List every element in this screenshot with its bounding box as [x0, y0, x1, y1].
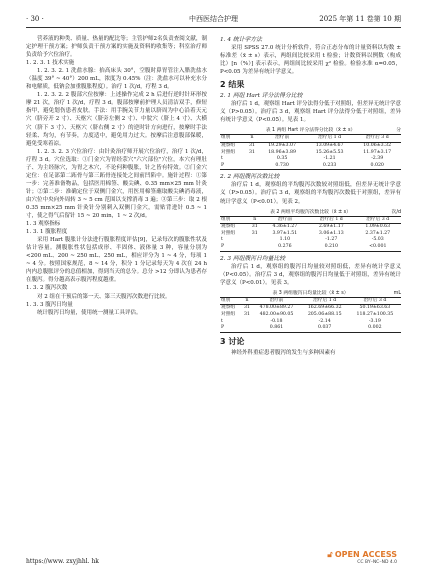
table-cell: 1.09±0.63	[365, 224, 391, 230]
table-cell: -3.19	[368, 318, 381, 324]
issue-info: 2025 年第 11 卷第 10 期	[319, 15, 401, 23]
column-header: 治疗前	[252, 297, 300, 305]
table-daily-volume	[220, 297, 401, 333]
column-header: 治疗后 1 d	[306, 135, 354, 143]
table-cell	[242, 319, 253, 326]
table-cell: 13.09±4.67	[315, 143, 344, 149]
table-cell: -5.03	[371, 237, 384, 243]
table-cell: 31	[244, 305, 251, 311]
table-cell: 0.730	[275, 162, 289, 168]
table-cell: 对照组	[221, 230, 236, 236]
table-cell: 0.020	[370, 162, 384, 168]
table-row	[220, 325, 401, 332]
column-header: 治疗后 1 d	[301, 297, 349, 305]
table-cell: 2.37±1.27	[365, 230, 391, 236]
section-heading: 1. 2. 3. 1 技术实施	[26, 60, 75, 67]
section-title-discussion: 3 讨论	[220, 336, 245, 346]
table-caption-text: 表 3 两组腹泻日均量比较（x̄ ± s）	[272, 290, 349, 296]
table-cell: 31	[251, 224, 258, 230]
column-header: 组别	[220, 216, 248, 224]
table-cell: 0.037	[317, 325, 332, 331]
table-cell: 118.27±100.35	[356, 311, 394, 317]
paragraph: 治疗后 1 d，观察组 Hart 评分法得分低于对照组，但差异无统计学意义（P>0.05）。治疗后 3 d，观察组 Hart 评分法得分低于对照组，差异有统计学意义（P<0.05）。见表 1。	[220, 101, 401, 124]
right-column	[220, 35, 401, 357]
table-header-row	[220, 135, 401, 143]
column-header: 治疗后 3 d	[355, 216, 401, 224]
table-caption-text: 表 2 两组平均腹泻次数比较（x̄ ± s）	[270, 209, 351, 215]
open-lock-icon: 🔓︎	[327, 550, 333, 559]
table-cell: 162.69±66.32	[307, 305, 342, 311]
table-cell: P	[221, 162, 225, 168]
column-header: 组别	[220, 135, 246, 143]
table-cell: -2.39	[371, 156, 384, 162]
table-cell: P	[221, 243, 225, 249]
table-row	[220, 156, 401, 163]
table-cell: 3.06±1.13	[318, 230, 344, 236]
open-access-logo	[327, 550, 397, 560]
table-cell: 11.97±3.17	[363, 149, 392, 155]
table-cell: 观察组	[221, 224, 236, 230]
table-diarrhea-frequency	[220, 216, 401, 252]
table-cell	[246, 156, 259, 163]
table-header-row	[220, 297, 401, 305]
section-heading: 2. 1 两组 Hart 评分法得分比较	[220, 93, 303, 100]
paragraph: 1. 2. 3. 2. 1 洗盐水腺：抬高床头 30°，空腹时鼻胃管注入腊洗盐水（温度 39° ~ 40°）200 mL，浓度为 0.45%（注：洗盐水可以补充水分和电解质，低钠会加重腹胀程度）。治疗 1 次/d，疗程 3 d。	[26, 68, 207, 91]
table-cell: 0.002	[368, 325, 382, 331]
table-cell: <0.001	[369, 243, 387, 249]
license-text: CC BY–NC–ND 4.0	[357, 560, 397, 565]
table-cell: 对照组	[221, 149, 236, 155]
table-caption-text: 表 1 两组 Hart 评分法得分比较（x̄ ± s）	[265, 128, 356, 134]
table-row	[220, 244, 401, 251]
table-cell: 31	[251, 230, 258, 236]
section-heading: 1. 3 观察指标	[26, 221, 61, 228]
table-cell	[246, 163, 259, 170]
table-caption	[220, 127, 401, 134]
table-cell: 0.276	[278, 243, 292, 249]
table-cell: 0.861	[269, 325, 284, 331]
column-header: n	[246, 135, 259, 143]
table-row	[220, 163, 401, 170]
table-cell: 4.36±1.27	[272, 224, 298, 230]
table-cell: 478.00±89.27	[259, 305, 294, 311]
table-cell: 31	[244, 311, 251, 317]
table-unit: 分	[396, 128, 401, 134]
column-header: 治疗后 1 d	[308, 216, 354, 224]
paragraph: 治疗后 1 d，观察组的腹泻日均量较对照组低，差异有统计学意义（P<0.05）。治疗后 3 d，观察组的腹泻日均量低于对照组，差异有统计学意义（P<0.01）。见表 3。	[220, 263, 401, 286]
table-cell: 31	[249, 143, 255, 149]
section-heading: 1. 3. 3 腹泻日均量	[26, 301, 73, 308]
paragraph: 1. 2. 3. 2. 3 穴位治疗：由针灸治疗师开展穴位治疗，治疗 1 次/d，疗程 3 d。穴位选取：①门金穴为胃经荥穴"六穴部位"穴位，本穴有理肚子、为主经脉穴，为胃之木穴，不论何种腹胀，针之皆有特效。②门金穴定位：在足部第二跖骨与第三跖骨连接处之间前凹陷中。施针过程：①第一步：完善准备物品，包括医用棉签、酸尖碘、0.35 mm×25 mm 针灸针；②第二步：准确定位于双侧门金穴，用医用棉签蘸取酸尖碘消毒液，由穴位中央向外周转 3 ~ 5 cm 范围以支撑消毒 3 遍；③第三步：取 2 根 0.35 mm×25 mm 针灸针分别刺入双侧门金穴，需贴背进针 0.5 ~ 1 寸，使之得气后留针 15 ~ 20 min，1 ~ 2 次/d。	[26, 148, 207, 220]
column-header: 组别	[220, 297, 242, 305]
table-cell: 观察组	[221, 143, 236, 149]
section-heading: 1. 4 统计学方法	[220, 37, 262, 43]
column-header: 治疗后 3 d	[349, 297, 401, 305]
table-cell: 观察组	[221, 305, 236, 311]
table-row	[220, 224, 401, 231]
table-cell	[242, 325, 253, 332]
table-cell: 3.97±1.51	[272, 230, 298, 236]
table-cell: 19.29±3.07	[268, 143, 296, 149]
table-cell: -1.21	[323, 156, 336, 162]
paragraph: 统计腹泻日均量，使用统一测量工具评估。	[37, 309, 142, 316]
paragraph: 治疗后 1 d，观察组的平均腹泻次数较对照组低，但差异无统计学意义（P>0.05）。治疗后 3 d，观察组的平均腹泻次数低于对照组，差异有统计学意义（P<0.01）。见表 2。	[220, 182, 401, 205]
table-cell: 对照组	[221, 311, 236, 317]
table-cell: t	[221, 156, 223, 162]
table-unit: 次/d	[391, 209, 401, 215]
section-heading: 2. 2 两组腹泻次数比较	[220, 174, 280, 181]
paragraph: 神经外科重症患者腹泻的发生与多种因素有	[231, 349, 336, 356]
table-cell	[248, 237, 262, 244]
table-cell: -1.27	[325, 237, 338, 243]
table-cell: t	[221, 237, 223, 243]
table-unit: mL	[393, 290, 401, 296]
open-access-badge	[327, 550, 397, 565]
paragraph: 1. 2. 3. 2. 2 腹部穴位按摩：上述操作完成 2 h 后进行逆时针环形按摩 21 次，治疗 1 次/d，疗程 3 d。腹部按摩前护理人员清洁双手，修短指甲，避免划伤患者皮肤。手法：用手腕关节力量以脐周为中心沿着天元穴（脐旁开 2 寸）、天枢穴（脐旁左侧 2 寸）、中脘穴（脐上 4 寸）、大横穴（脐下 3 寸）、天枢穴（脐右侧 2 寸）的逆时针方向进行，按摩时手法轻柔、均匀，有节奏，力度适中，避免用力过大。按摩后注意腹部保暖，避免受寒着凉。	[26, 92, 207, 147]
column-header: 治疗前	[262, 216, 308, 224]
table-cell: 0.35	[276, 156, 288, 162]
table-cell: -0.18	[270, 318, 283, 324]
table-cell: 18.96±3.89	[268, 149, 296, 155]
table-row	[220, 312, 401, 319]
page-number: · 30 ·	[26, 15, 44, 23]
table-cell: t	[221, 318, 223, 324]
page-header	[26, 13, 401, 28]
section-title-results: 2 结果	[220, 80, 245, 90]
paragraph: 采用 Hart 腹胀计分法进行腹胀程度评估[9]，记录每次的腹胀性状及估计容量。测腹胀性状包括成形、半固体、液体量 3 种，容量分别为 <200 mL、200 ~ 250 mL、250 mL，相应评分为 1 ~ 4 分，每项 1 ~ 4 分。按照国家规范，8 ~ 14 分，积分 1 分记录每天为 4 次在 24 h 内内总腹胀评分的总值相加，得到当天的总分。总分 >12 分即认为患者存在腹泻。得分越高表示腹泻程度越重。	[26, 237, 207, 284]
column-header: 治疗后 3 d	[353, 135, 401, 143]
column-header: n	[248, 216, 262, 224]
table-row	[220, 237, 401, 244]
column-header: n	[242, 297, 253, 305]
table-cell: 205.06±88.15	[307, 311, 342, 317]
left-column	[26, 35, 207, 317]
table-cell	[248, 244, 262, 251]
table-cell: 15.26±5.53	[315, 149, 344, 155]
table-row	[220, 305, 401, 312]
section-heading: 1. 3. 2 腹泻次数	[26, 285, 68, 292]
open-access-label: OPEN ACCESS	[334, 550, 397, 559]
table-caption	[220, 209, 401, 216]
table-cell: -2.14	[318, 318, 331, 324]
table-cell: 2.69±1.17	[318, 224, 344, 230]
paragraph: 对 2 组在干预后的第一天、第三天腹泻次数进行比较。	[37, 293, 171, 300]
table-cell: 1.10	[279, 237, 291, 243]
column-header: 治疗前	[258, 135, 306, 143]
table-row	[220, 143, 401, 150]
table-cell: 10.06±3.32	[363, 143, 392, 149]
paragraph: 营养液的种类、质量、热量的配比等；主管护师2名负责查阅文献，制定护理干预方案；护师负责干预方案的实施及资料的收集等；科室治疗师负责给予穴位治疗。	[26, 36, 207, 59]
table-cell: 50.19±63.63	[359, 305, 391, 311]
table-hart-score	[220, 134, 401, 170]
table-cell: 0.210	[324, 243, 338, 249]
table-cell: 482.00±90.05	[259, 311, 294, 317]
table-header-row	[220, 216, 401, 224]
footer-url: https://www. zxyjhhl. hk	[26, 558, 99, 565]
table-cell: P	[221, 325, 225, 331]
section-heading: 1. 3. 1 腹胀程度	[26, 229, 68, 236]
journal-name: 中西医结合护理	[189, 15, 238, 23]
paragraph: 采用 SPSS 27.0 统计分析软件，符合正态分布的计量资料以均数 ± 标准差（x̄ ± s）表示，两组间比较采用 t 检验；计数资料以例数（构成比）[n（%）] 表示表示，两组间比较采用 χ² 检验。检验水准 α=0.05，P<0.05 为差异有统计学意义。	[220, 45, 401, 76]
table-cell: 31	[249, 149, 255, 155]
section-heading: 2. 3 两组腹泻日均量比较	[220, 255, 286, 262]
table-cell: 0.233	[322, 162, 337, 168]
table-caption	[220, 290, 401, 297]
